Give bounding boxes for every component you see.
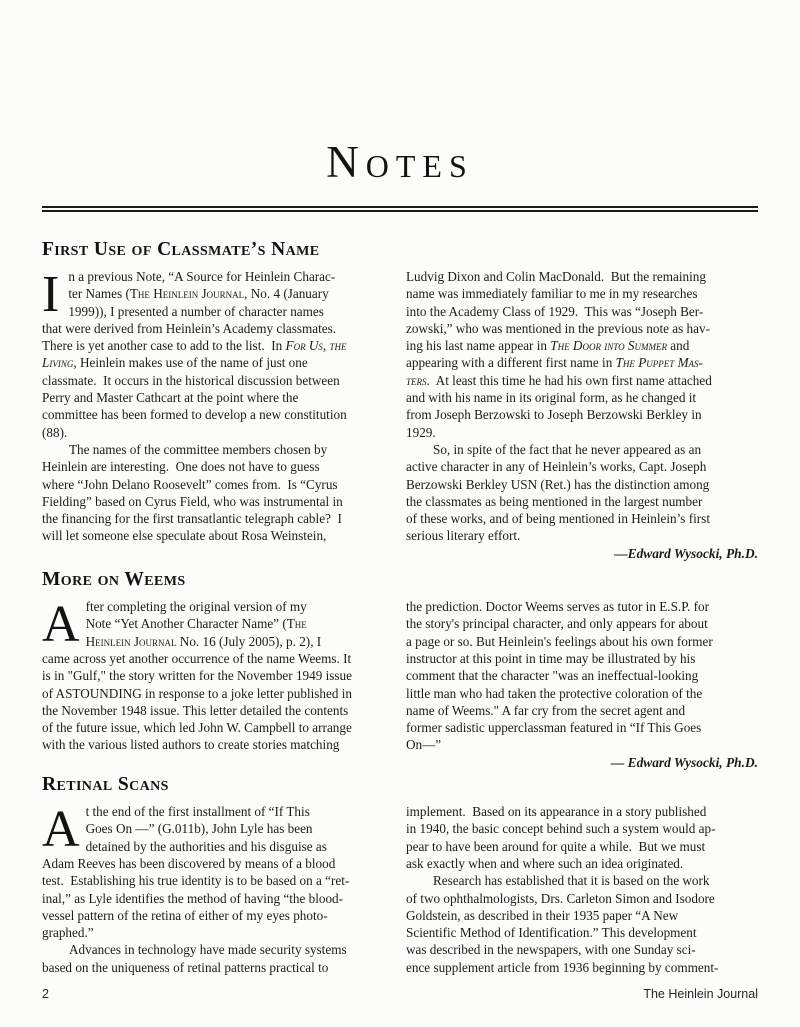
text-line bbox=[406, 354, 758, 371]
text-line: Scientific Method of Identification.” This development bbox=[406, 925, 697, 941]
text-segment: No. 16 (July 2005), p. 2), I bbox=[176, 633, 322, 649]
section-columns bbox=[42, 598, 758, 771]
paragraph bbox=[406, 872, 758, 976]
paragraph bbox=[42, 598, 394, 754]
text-line: test. Establishing his true identity is to be based on a “ret- bbox=[42, 873, 350, 889]
text-line: name of Weems." A far cry from the secret agent and bbox=[406, 702, 686, 718]
text-line: from Joseph Berzowski to Joseph Berzowski Berkley in bbox=[406, 407, 702, 423]
text-line: t the end of the first installment of “If This bbox=[85, 804, 310, 820]
text-line: implement. Based on its appearance in a story published bbox=[406, 804, 707, 820]
text-line: inal,” as Lyle identifies the method of having “the blood- bbox=[42, 890, 344, 906]
paragraph bbox=[42, 803, 394, 941]
section bbox=[42, 775, 758, 976]
drop-cap: A bbox=[42, 801, 80, 859]
column-left bbox=[42, 803, 394, 976]
page-title: Notes bbox=[326, 137, 474, 187]
text-segment: There is yet another case to add to the list. In bbox=[42, 338, 286, 354]
text-line: graphed.” bbox=[42, 925, 94, 941]
text-line: Advances in technology have made security systems bbox=[69, 942, 347, 958]
text-line: into the Academy Class of 1929. This was “Joseph Ber- bbox=[406, 303, 704, 319]
text-segment: The Heinlein Journal bbox=[129, 286, 245, 302]
text-line: Ludvig Dixon and Colin MacDonald. But the remaining bbox=[406, 269, 706, 284]
section-heading: More on Weems bbox=[42, 569, 186, 591]
text-line: was described in the newspapers, with one Sunday sci- bbox=[406, 942, 696, 958]
paragraph bbox=[42, 941, 394, 976]
text-segment: , No. 4 (January bbox=[244, 286, 329, 302]
text-segment: appearing with a different first name in bbox=[406, 355, 616, 371]
text-line: the November 1948 issue. This letter detailed the contents bbox=[42, 702, 349, 718]
text-line: So, in spite of the fact that he never appeared as an bbox=[433, 441, 702, 457]
text-line bbox=[42, 633, 394, 650]
section-heading: First Use of Classmate’s Name bbox=[42, 239, 320, 260]
paragraph bbox=[406, 803, 758, 872]
text-line bbox=[406, 372, 758, 389]
text-line: will let someone else speculate about Rosa Weinstein, bbox=[42, 528, 327, 544]
text-line: of these works, and of being mentioned in Heinlein’s first bbox=[406, 511, 710, 527]
column-right bbox=[406, 268, 758, 562]
text-segment: ing his last name appear in bbox=[406, 338, 551, 354]
section bbox=[42, 570, 758, 771]
text-segment: The Puppet Mas- bbox=[615, 355, 703, 371]
text-line: vessel pattern of the retina of either of my eyes photo- bbox=[42, 907, 328, 923]
text-line: of ASTOUNDING in response to a joke letter published in bbox=[42, 685, 352, 701]
text-line: and with his name in its original form, as he changed it bbox=[406, 390, 697, 406]
column-right bbox=[406, 598, 758, 771]
text-line bbox=[42, 354, 394, 371]
text-line: name was immediately familiar to me in my researches bbox=[406, 286, 698, 302]
column-left bbox=[42, 268, 394, 562]
text-segment: The bbox=[286, 616, 307, 632]
section-columns bbox=[42, 803, 758, 976]
text-line: Berzowski Berkley USN (Ret.) has the distinction among bbox=[406, 476, 710, 492]
text-line: On—” bbox=[406, 737, 442, 753]
text-line: Research has established that it is based on the work bbox=[433, 873, 710, 889]
text-line: Adam Reeves has been discovered by means of a blood bbox=[42, 855, 336, 871]
page-footer bbox=[42, 987, 758, 1001]
section bbox=[42, 240, 758, 562]
section-columns bbox=[42, 268, 758, 562]
drop-cap: I bbox=[42, 266, 60, 323]
text-line: little man who had taken the protective coloration of the bbox=[406, 685, 703, 701]
text-line: Perry and Master Cathcart at the point where the bbox=[42, 390, 299, 406]
text-line: (88). bbox=[42, 424, 68, 440]
column-left bbox=[42, 598, 394, 771]
text-line: detained by the authorities and his disguise as bbox=[85, 838, 327, 854]
attribution: — Edward Wysocki, Ph.D. bbox=[610, 754, 758, 770]
text-segment: , Heinlein makes use of the name of just one bbox=[73, 355, 308, 371]
text-line: ence supplement article from 1936 beginning by comment- bbox=[406, 959, 719, 975]
text-line: where “John Delano Roosevelt” comes from. Is “Cyrus bbox=[42, 476, 338, 492]
text-segment: For Us, the bbox=[285, 338, 347, 354]
journal-name: The Heinlein Journal bbox=[643, 987, 758, 1001]
text-line: of the future issue, which led John W. Campbell to arrange bbox=[42, 720, 352, 736]
text-line: based on the uniqueness of retinal patterns practical to bbox=[42, 959, 329, 975]
text-line: pear to have been around for quite a while. But we must bbox=[406, 838, 706, 854]
text-line: former sadistic upperclassman featured in “If This Goes bbox=[406, 720, 702, 736]
text-line: the classmates as being mentioned in the largest number bbox=[406, 493, 703, 509]
text-line: the prediction. Doctor Weems serves as tutor in E.S.P. for bbox=[406, 599, 710, 615]
text-line: in 1940, the basic concept behind such a system would ap- bbox=[406, 821, 716, 837]
text-line: comment that the character "was an ineffectual-looking bbox=[406, 668, 699, 684]
paragraph bbox=[406, 268, 758, 441]
paragraph bbox=[406, 598, 758, 754]
text-segment: The Door into Summer bbox=[550, 338, 667, 354]
text-line: n a previous Note, “A Source for Heinlein Charac- bbox=[68, 269, 336, 284]
text-line: that were derived from Heinlein’s Academy classmates. bbox=[42, 320, 337, 336]
text-segment: Heinlein Journal bbox=[85, 633, 177, 649]
text-line: Goes On —” (G.011b), John Lyle has been bbox=[85, 821, 313, 837]
text-line: Fielding” based on Cyrus Field, who was instrumental in bbox=[42, 493, 343, 509]
text-line: of two ophthalmologists, Drs. Carleton Simon and Isodore bbox=[406, 890, 715, 906]
text-line: ask exactly when and where such an idea originated. bbox=[406, 855, 684, 871]
text-line: active character in any of Heinlein’s works, Capt. Joseph bbox=[406, 459, 707, 475]
section-heading: Retinal Scans bbox=[42, 774, 169, 796]
text-line: The names of the committee members chosen by bbox=[69, 441, 328, 457]
paragraph bbox=[406, 441, 758, 545]
text-line: the story's principal character, and only appears for about bbox=[406, 616, 708, 632]
text-line: a page or so. But Heinlein's feelings about his own former bbox=[406, 633, 713, 649]
column-right bbox=[406, 803, 758, 976]
text-segment: . At least this time he had his own first name attached bbox=[426, 372, 712, 388]
text-line: with the various listed authors to create stories matching bbox=[42, 737, 340, 753]
text-segment: ters bbox=[406, 372, 427, 388]
text-line: fter completing the original version of my bbox=[85, 599, 307, 615]
text-segment: and bbox=[666, 338, 690, 354]
double-rule bbox=[42, 206, 758, 212]
text-line: Goldstein, as described in their 1935 paper “A New bbox=[406, 907, 679, 923]
text-segment: ter Names ( bbox=[68, 286, 130, 302]
text-line: 1929. bbox=[406, 424, 436, 440]
text-line: committee has been formed to develop a new constitution bbox=[42, 407, 347, 423]
text-line: instructor at this point in time may be illustrated by his bbox=[406, 650, 696, 666]
sections bbox=[42, 240, 758, 976]
page-number: 2 bbox=[42, 987, 49, 1001]
text-segment: Living bbox=[42, 355, 74, 371]
text-line: zowski,” who was mentioned in the previous note as hav- bbox=[406, 320, 710, 336]
text-line bbox=[406, 337, 758, 354]
text-line: came across yet another occurrence of the name Weems. It bbox=[42, 650, 352, 666]
paragraph bbox=[42, 441, 394, 545]
text-line bbox=[42, 285, 394, 302]
text-line: Heinlein are interesting. One does not have to guess bbox=[42, 459, 320, 475]
text-line: classmate. It occurs in the historical discussion between bbox=[42, 372, 340, 388]
drop-cap: A bbox=[42, 596, 80, 654]
text-segment: Note “Yet Another Character Name” ( bbox=[85, 616, 287, 632]
text-line: the financing for the first transatlantic telegraph cable? I bbox=[42, 511, 342, 527]
text-line: is in "Gulf," the story written for the November 1949 issue bbox=[42, 668, 352, 684]
text-line bbox=[42, 337, 394, 354]
text-line: serious literary effort. bbox=[406, 528, 521, 544]
paragraph bbox=[42, 268, 394, 441]
attribution: —Edward Wysocki, Ph.D. bbox=[614, 545, 758, 561]
text-line: 1999)), I presented a number of character names bbox=[68, 303, 324, 319]
text-line bbox=[42, 615, 394, 632]
